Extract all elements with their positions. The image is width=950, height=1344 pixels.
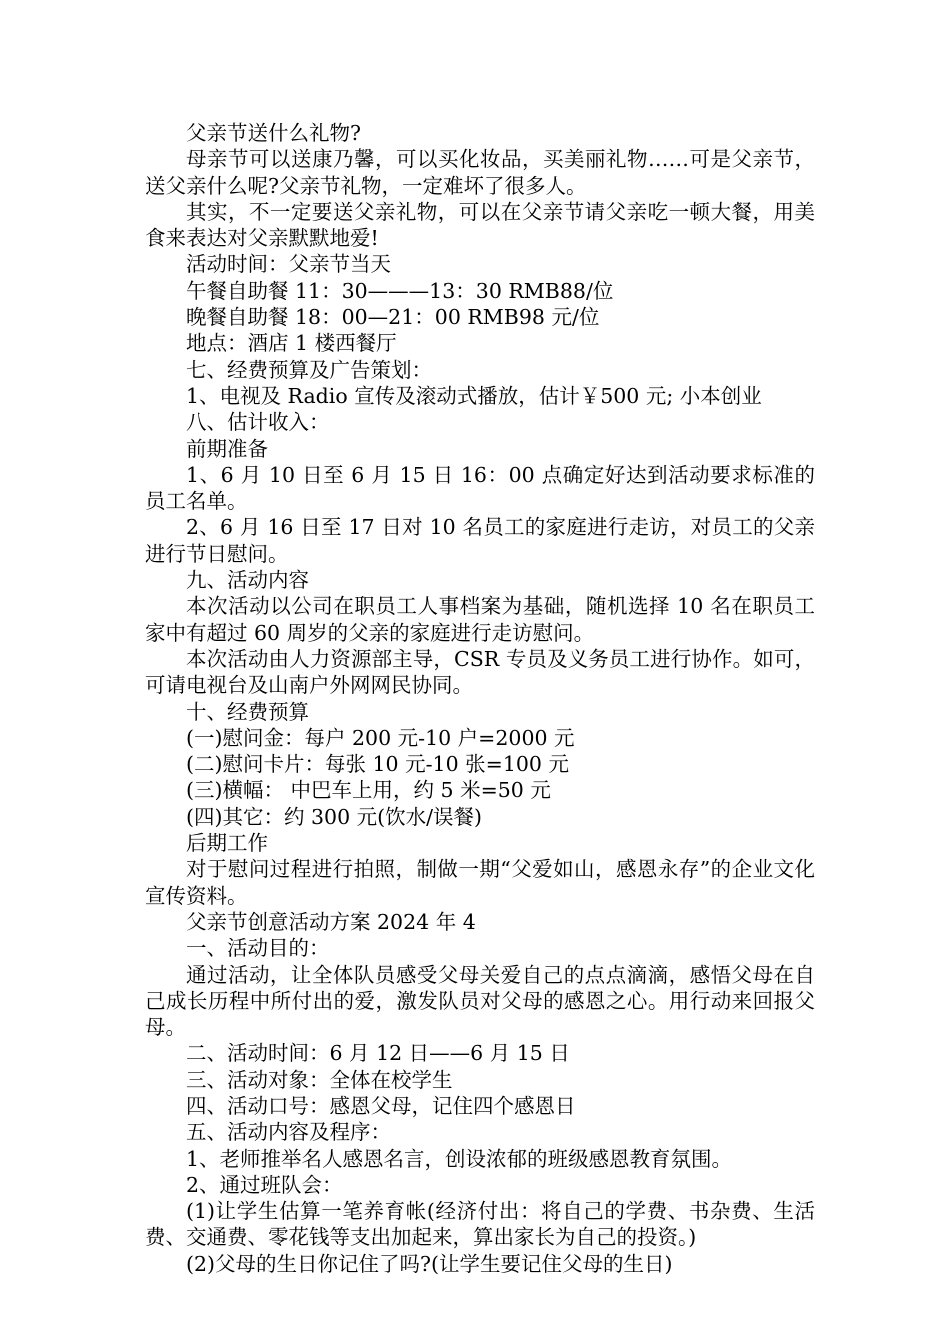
- section-heading-income: 八、估计收入：: [186, 410, 330, 435]
- paragraph-followup: 对于慰问过程进行拍照，制做一期“父爱如山，感恩永存”的企业文化宣传资料。: [145, 857, 815, 908]
- paragraph-tv-radio: 1、电视及 Radio 宣传及滚动式播放，估计￥500 元; 小本创业: [186, 383, 762, 408]
- section-heading-budget: 十、经费预算: [186, 699, 309, 724]
- document-body: [145, 120, 815, 1277]
- paragraph-content-basis: 本次活动以公司在职员工人事档案为基础，随机选择 10 名在职员工家中有超过 60 周岁的父亲的家庭进行走访慰问。: [145, 594, 815, 645]
- paragraph-dinner-idea: 其实，不一定要送父亲礼物，可以在父亲节请父亲吃一顿大餐，用美食来表达对父亲默默地爱!: [145, 199, 815, 251]
- section-title-plan-4: 父亲节创意活动方案 2024 年 4: [186, 909, 476, 934]
- paragraph-plan-time: 二、活动时间：6 月 12 日——6 月 15 日: [186, 1041, 570, 1066]
- subheading-preparation: 前期准备: [186, 436, 268, 461]
- procedure-step-1: 1、老师推举名人感恩名言，创设浓郁的班级感恩教育氛围。: [186, 1146, 733, 1171]
- section-heading-budget-ads: 七、经费预算及广告策划：: [186, 357, 432, 382]
- budget-item-4: (四)其它：约 300 元(饮水/误餐): [186, 804, 483, 829]
- section-heading-procedure: 五、活动内容及程序：: [186, 1120, 391, 1145]
- paragraph-prep-step-2: 2、6 月 16 日至 17 日对 10 名员工的家庭进行走访，对员工的父亲进行节日慰问。: [145, 515, 815, 566]
- paragraph-content-hr: 本次活动由人力资源部主导，CSR 专员及义务员工进行协作。如可，可请电视台及山南户外网网民协同。: [145, 646, 815, 698]
- subheading-followup: 后期工作: [186, 831, 268, 856]
- paragraph-lunch-buffet: 午餐自助餐 11：30———13：30 RMB88/位: [186, 278, 614, 303]
- paragraph-plan-audience: 三、活动对象：全体在校学生: [186, 1067, 453, 1092]
- paragraph-plan-slogan: 四、活动口号：感恩父母，记住四个感恩日: [186, 1093, 576, 1118]
- paragraph-location: 地点：酒店 1 楼西餐厅: [186, 331, 397, 356]
- procedure-substep-1: (1)让学生估算一笔养育帐(经济付出：将自己的学费、书杂费、生活费、交通费、零花钱等支出加起来，算出家长为自己的投资。): [145, 1199, 815, 1250]
- procedure-substep-2: (2)父母的生日你记住了吗?(让学生要记住父母的生日): [186, 1251, 673, 1276]
- paragraph-activity-time: 活动时间：父亲节当天: [186, 252, 391, 277]
- paragraph-title-gift: 父亲节送什么礼物?: [186, 121, 361, 145]
- paragraph-mothers-day: 母亲节可以送康乃馨，可以买化妆品，买美丽礼物……可是父亲节，送父亲什么呢?父亲节礼物，一定难坏了很多人。: [145, 147, 815, 198]
- paragraph-dinner-buffet: 晚餐自助餐 18：00—21：00 RMB98 元/位: [186, 305, 600, 330]
- paragraph-prep-step-1: 1、6 月 10 日至 6 月 15 日 16：00 点确定好达到活动要求标准的员工名单。: [145, 462, 815, 514]
- budget-item-1: (一)慰问金：每户 200 元-10 户=2000 元: [186, 725, 575, 750]
- paragraph-purpose: 通过活动，让全体队员感受父母关爱自己的点点滴滴，感悟父母在自己成长历程中所付出的爱，激发队员对父母的感恩之心。用行动来回报父母。: [145, 962, 815, 1040]
- section-heading-purpose: 一、活动目的：: [186, 936, 330, 961]
- section-heading-content: 九、活动内容: [186, 568, 309, 593]
- procedure-step-2: 2、通过班队会：: [186, 1172, 343, 1197]
- budget-item-3: (三)横幅： 中巴车上用，约 5 米=50 元: [186, 778, 551, 803]
- budget-item-2: (二)慰问卡片：每张 10 元-10 张=100 元: [186, 752, 569, 777]
